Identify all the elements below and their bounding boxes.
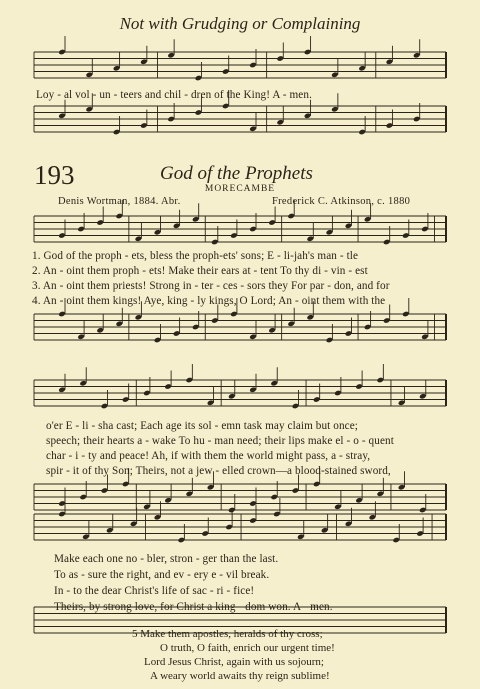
previous-hymn-lyric: Loy - al vol - un - teers and chil - dren of the King! A - men.: [36, 89, 312, 101]
lyric-line: 2. An - oint them proph - ets! Make their ears at - tent To thy di - vin - est: [32, 265, 368, 277]
lyric-line: 3. An - oint them priests! Strong in - ter - ces - sors they For par - don, and for: [32, 280, 390, 292]
words-credit: Denis Wortman, 1884. Abr.: [58, 196, 181, 207]
stanza-line: A weary world awaits thy reign sublime!: [150, 670, 330, 682]
lyric-line: 4. An - oint them kings! Aye, king - ly kings, O Lord; An - oint them with the: [32, 295, 386, 307]
stanza-line: 5 Make them apostles, heralds of thy cross;: [132, 628, 323, 640]
hymn-number: 193: [34, 160, 75, 190]
previous-hymn-title: Not with Grudging or Complaining: [119, 14, 361, 33]
lyric-line: 1. God of the proph - ets, bless the proph-ets' sons; E - li-jah's man - tle: [32, 250, 359, 262]
lyric-line: char - i - ty and peace! Ah, if with them the world might pass, a - stray,: [46, 450, 371, 462]
lyric-line: Theirs, by strong love, for Christ a king - dom won. A - men.: [54, 601, 333, 613]
music-credit: Frederick C. Atkinson, c. 1880: [272, 196, 411, 207]
hymn-title: God of the Prophets: [160, 163, 313, 184]
lyric-line: To as - sure the right, and ev - ery e - vil break.: [54, 569, 270, 581]
lyric-line: speech; their hearts a - wake To hu - man need; their lips make el - o - quent: [46, 435, 394, 447]
stanza-line: O truth, O faith, enrich our urgent time!: [160, 642, 335, 654]
lyric-line: Make each one no - bler, stron - ger than the last.: [54, 553, 279, 565]
stanza-line: Lord Jesus Christ, again with us sojourn;: [144, 656, 324, 668]
lyric-line: o'er E - li - sha cast; Each age its sol - emn task may claim but once;: [46, 420, 359, 432]
lyric-line: In - to the dear Christ's life of sac - ri - fice!: [54, 585, 255, 597]
lyric-line: spir - it of thy Son; Theirs, not a jew - elled crown—a blood-stained sword,: [46, 465, 391, 477]
tune-name: MORECAMBE: [204, 184, 276, 194]
